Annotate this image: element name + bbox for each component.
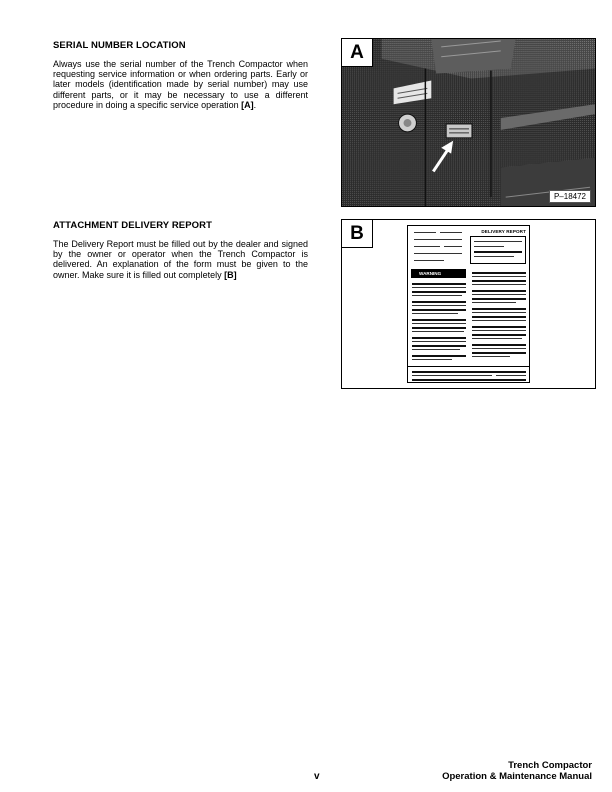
figure-b-label: B [342,220,373,248]
figure-a [341,38,596,207]
serial-number-heading: SERIAL NUMBER LOCATION [53,40,186,51]
footer-line-1: Trench Compactor [508,760,592,771]
page-number: v [314,771,320,782]
delivery-report-heading: ATTACHMENT DELIVERY REPORT [53,220,213,231]
figure-b [341,219,596,389]
delivery-report-form-illustration [407,225,530,383]
warning-label: WARNING [411,269,466,278]
serial-number-text: Always use the serial number of the Trench Compactor when requesting service information or when ordering parts. Early or later models (identification made by serial number) may use different parts, or it may be necessary to use a different procedure in doing a specific service operation [A]. [53,59,308,110]
footer-title [442,760,592,782]
delivery-report-section [53,220,308,280]
photo-code: P–18472 [549,190,591,203]
serial-plate-photo [342,39,595,206]
form-title: DELIVERY REPORT [481,229,526,234]
figure-a-reference: [A] [241,99,254,110]
serial-number-section [53,40,308,110]
footer-line-2: Operation & Maintenance Manual [442,771,592,782]
figure-a-label: A [342,39,373,67]
figure-b-reference: [B] [224,269,237,280]
delivery-report-text: The Delivery Report must be filled out by the dealer and signed by the owner or operator when the Trench Compactor is delivered. An explanation of the form must be given to the owner. Make sure it is filled out completely [B] [53,239,308,280]
